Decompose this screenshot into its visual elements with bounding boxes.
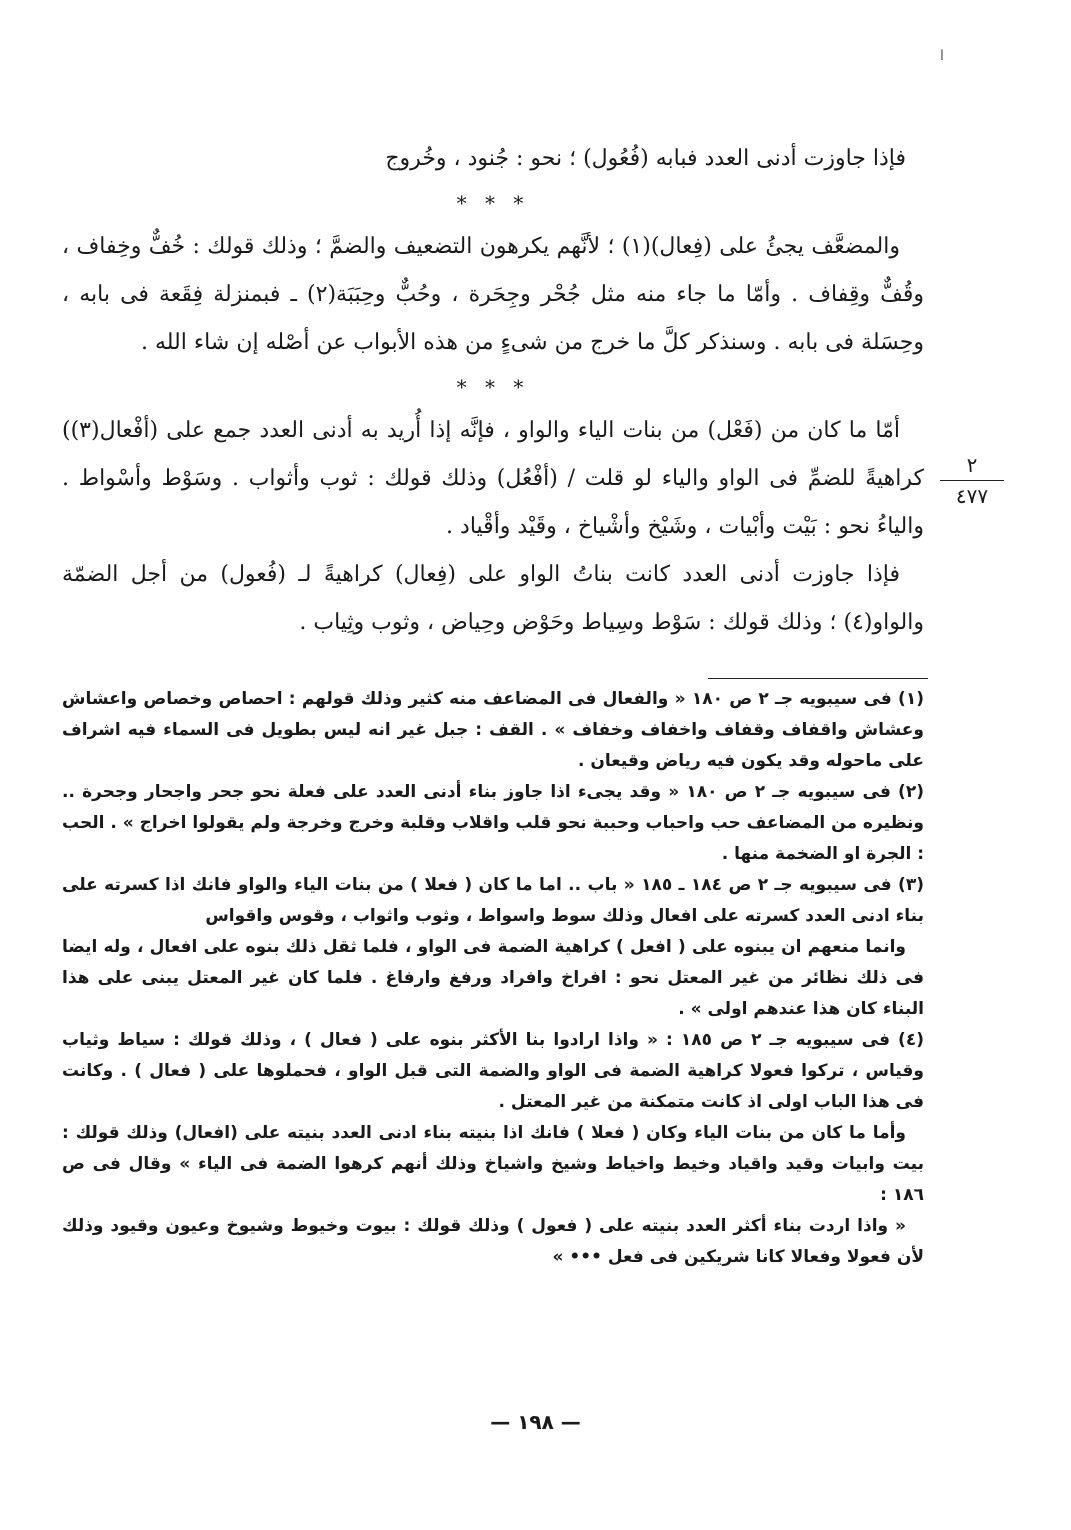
footnote-2: (٢) فى سيبويه جـ ٢ ص ١٨٠ « وقد يجىء اذا جاوز بناء أدنى العدد على فعلة نحو جحر واجحار وجحرة .. ونظيره من المضاعف حب واحباب وحببة نحو قلب واقلاب وقلبة وخرج وخرجة ولم يقولوا اخراج » . الحب : الجرة او الضخمة منها . [62,782,924,864]
footnote-4-continued: وأما ما كان من بنات الياء وكان ( فعلا ) فانك اذا بنيته بناء ادنى العدد بنيته على (افعال) وذلك قولك : بيت وابيات وقيد واقياد وخيط واخياط وشيخ واشياخ وذلك أنهم كرهوا الضمة فى الياء » وقال فى ص ١٨٦ : [62,1123,924,1205]
main-paragraph-2: والمضعَّف يجئُ على (فِعال)(١) ؛ لأنَّهم يكرهون التضعيف والضمَّ ؛ وذلك قولك : خُفٌّ وخِفاف ، وقُفٌّ وقِفاف . وأمّا ما جاء منه مثل جُحْر وجِحَرة ، وحُبٌّ وحِبَبَة(٢) ـ فبمنزلة فِقَعة فى بابه ، وحِسَلة فى بابه . وسنذكر كلَّ ما خرج من شىءٍ من هذه الأبواب عن أصْله إن شاء الله . [62,234,924,355]
margin-reference [940,452,1004,509]
main-paragraph-4: فإذا جاوزت أدنى العدد كانت بناتُ الواو على (فِعال) كراهيةً لـ (فُعول) من أجل الضمّة والواو(٤) ؛ وذلك قولك : سَوْط وسِياط وحَوْض وحِياض ، وثوب وثِياب . [62,562,924,635]
margin-reference-bottom: ٤٧٧ [955,484,989,508]
footnotes [62,684,924,1273]
margin-reference-top: ٢ [940,452,1004,481]
footnote-separator [708,678,928,679]
section-divider-2: * * * [456,375,530,399]
main-line-1: فإذا جاوزت أدنى العدد فبابه (فُعُول) ؛ نحو : جُنود ، وخُروج [385,146,906,171]
page-number: — ١٩٨ — [490,1410,581,1434]
section-divider-1: * * * [456,191,530,215]
footnote-3: (٣) فى سيبويه جـ ٢ ص ١٨٤ ـ ١٨٥ « باب .. اما ما كان ( فعلا ) من بنات الياء والواو فانك اذا كسرته على بناء ادنى العدد كسرته على افعال وذلك سوط واسواط ، وثوب واثواب ، وقوس واقواس [62,875,924,926]
corner-mark: ا [940,48,944,64]
footnote-4: (٤) فى سيبويه جـ ٢ ص ١٨٥ : « واذا ارادوا بنا الأكثر بنوه على ( فعال ) ، وذلك قولك : سياط وثياب وقياس ، تركوا فعولا كراهية الضمة فى الواو والضمة التى قبل الواو ، فحملوها على ( فعال ) . وكانت فى هذا الباب اولى اذ كانت متمكنة من غير المعتل . [62,1030,924,1112]
footnote-3-continued: وانما منعهم ان يبنوه على ( افعل ) كراهية الضمة فى الواو ، فلما ثقل ذلك بنوه على افعال ، وله ايضا فى ذلك نظائر من غير المعتل نحو : افراخ وافراد ورفغ وارفاغ . فلما كان غير المعتل يبنى على هذا البناء كان هذا عندهم اولى » . [62,937,924,1019]
main-text [62,135,924,647]
main-paragraph-3: أمّا ما كان من (فَعْل) من بنات الياء والواو ، فإنَّه إذا أُريد به أدنى العدد جمع على (أفْعال(٣)) كراهيةً للضمِّ فى الواو والياء لو قلت / (أفْعُل) وذلك قولك : ثوب وأثواب . وسَوْط وأسْواط . والياءُ نحو : بَيْت وأبْيات ، وشَيْخ وأشْياخ ، وقَيْد وأقْياد . [62,418,924,539]
footnote-1: (١) فى سيبويه جـ ٢ ص ١٨٠ « والفعال فى المضاعف منه كثير وذلك قولهم : احصاص وخصاص واعشاش وعشاش واقفاف وقفاف واخفاف وخفاف » . القف : جبل غير انه ليس بطويل فى السماء فيه اشراف على ماحوله وقد يكون فيه رياض وقيعان . [62,689,924,771]
footnote-4-quote: « واذا اردت بناء أكثر العدد بنيته على ( فعول ) وذلك قولك : بيوت وخيوط وشيوخ وعيون وقيود وذلك لأن فعولا وفعالا كانا شريكين فى فعل ••• » [62,1216,924,1267]
